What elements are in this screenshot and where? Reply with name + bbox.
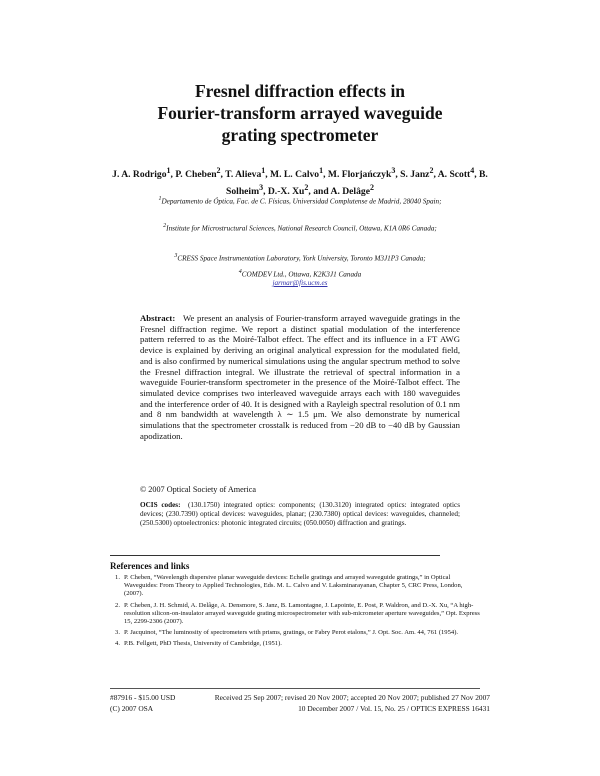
author-name: M. L. Calvo	[270, 169, 320, 181]
reference-item: 1. P. Cheben, “Wavelength dispersive planar waveguide devices: Echelle gratings and arrayed waveguide gratings,” in Optical Waveguides: From Theory to Applied Technologies, Eds. M. L. Calvo and V. Laksminarayanan, Chapter 5, CRC Press, London, (2007).	[115, 574, 463, 598]
author-affiliation-mark: 4	[470, 166, 475, 175]
author-affiliation-mark: 3	[259, 183, 264, 193]
author-name: D.-X. Xu	[267, 186, 305, 198]
author-affiliation-mark: 2	[304, 183, 309, 193]
author-affiliation-mark: 1	[319, 166, 324, 175]
author-affiliation-mark: 1	[166, 166, 171, 175]
author-affiliation-mark: 2	[429, 166, 434, 175]
ocis-label: OCIS codes:	[140, 501, 181, 509]
author-name: A. Scott	[437, 169, 471, 181]
author-name: M. Florjańczyk	[327, 169, 392, 181]
copyright: © 2007 Optical Society of America	[140, 485, 257, 494]
journal-citation: 10 December 2007 / Vol. 15, No. 25 / OPTICS EXPRESS 16431	[298, 704, 490, 713]
affiliation-1: $^1$Departamento de Óptica, Fac. de C. Físicas, Universidad Complutense de Madrid, 28040 Spain;	[158, 196, 442, 206]
author-name: B. Solheim	[226, 169, 488, 198]
affiliation-3: $^3$CRESS Space Instrumentation Laboratory, York University, Toronto M3J1P3 Canada;	[174, 253, 426, 263]
author-name: J. A. Rodrigo	[112, 169, 167, 181]
email-link[interactable]: jarmar@fis.ucm.es	[272, 279, 328, 287]
author-list: J. A. Rodrigo$^1$, P. Cheben$^2$, T. Alieva$^1$, M. L. Calvo$^1$, M. Florjańczyk$^3$, S. Janz$^2$, A. Scott$^4$, B. Solheim$^3$, D.-X. Xu$^2$, and A. Delâge$^2$	[112, 166, 488, 198]
author-affiliation-mark: 2	[216, 166, 221, 175]
affiliation-2: $^2$Institute for Microstructural Sciences, National Research Council, Ottawa, K1A 0R6 Canada;	[163, 223, 437, 233]
author-name: T. Alieva	[225, 169, 262, 181]
reference-list	[110, 574, 480, 652]
ocis-text: (130.1750) integrated optics: components; (130.3120) integrated optics: integrated optics devices; (230.7390) optical devices: waveguides, planar; (230.7380) optical devices: waveguides, channeled; (250.5300) optoelectronics: photonic integrated circuits; (050.0050) diffraction and gratings.	[140, 501, 460, 527]
author-affiliation-mark: 1	[261, 166, 266, 175]
osa-copyright: (C) 2007 OSA	[110, 704, 154, 713]
author-affiliation-mark: 3	[391, 166, 396, 175]
reference-item: 3. P. Jacquinot, “The luminosity of spectrometers with prisms, gratings, or Fabry Perot etalons,” J. Opt. Soc. Am. 44, 761 (1954).	[115, 629, 459, 637]
abstract-label: Abstract:	[140, 313, 176, 323]
affiliation-4: $^4$COMDEV Ltd., Ottawa, K2K3J1 Canada	[238, 269, 362, 279]
author-name: S. Janz	[400, 169, 430, 181]
title-line: grating spectrometer	[221, 125, 379, 145]
references-heading: References and links	[110, 561, 190, 571]
author-name: P. Cheben	[175, 169, 217, 181]
author-affiliation-mark: 2	[369, 183, 374, 193]
reference-item: 2. P. Cheben, J. H. Schmid, A. Delâge, A. Densmore, S. Janz, B. Lamontagne, J. Lapointe, E. Post, P. Waldron, and D.-X. Xu, “A high-resolution silicon-on-insulator arrayed waveguide grating microspectrometer with sub-micrometer aperture waveguides,” Opt. Express 15, 2299-2306 (2007).	[115, 601, 480, 626]
publication-history: Received 25 Sep 2007; revised 20 Nov 2007; accepted 20 Nov 2007; published 27 Nov 2007	[214, 693, 490, 702]
price-code: #87916 - $15.00 USD	[110, 693, 176, 702]
ocis-codes	[140, 501, 460, 528]
footer-divider	[110, 688, 480, 689]
reference-item: 4. P.B. Fellgett, PhD Thesis, University of Cambridge, (1951).	[115, 640, 282, 648]
title-line: Fourier-transform arrayed waveguide	[157, 103, 443, 123]
author-name: and A. Delâge	[313, 186, 370, 198]
title-line: Fresnel diffraction effects in	[194, 81, 406, 101]
paper-title	[0, 80, 600, 146]
abstract-text: We present an analysis of Fourier-transform arrayed waveguide gratings in the Fresnel diffraction regime. We report a distinct spatial modulation of the interference pattern referred to as the Moiré-Talbot effect. The effect and its influence in a FT AWG device is explained by deriving an original analytical expression for the modulated field, and is also confirmed by numerical simulations using the angular spectrum method to solve the Fresnel diffraction integral. We illustrate the retrieval of spectral information in a waveguide Fourier-transform spectrometer in the presence of the Moiré-Talbot effect. The simulated device comprises two interleaved waveguide arrays each with 180 waveguides and the interference order of 40. It is designed with a Rayleigh spectral resolution of 0.1 nm and 8 nm bandwidth at wavelength λ ∼ 1.5 μm. We also demonstrate by numerical simulations that the spectrometer crosstalk is reduced from −20 dB to −40 dB by Gaussian apodization.	[140, 313, 460, 441]
section-divider	[110, 555, 440, 556]
abstract	[140, 313, 460, 441]
